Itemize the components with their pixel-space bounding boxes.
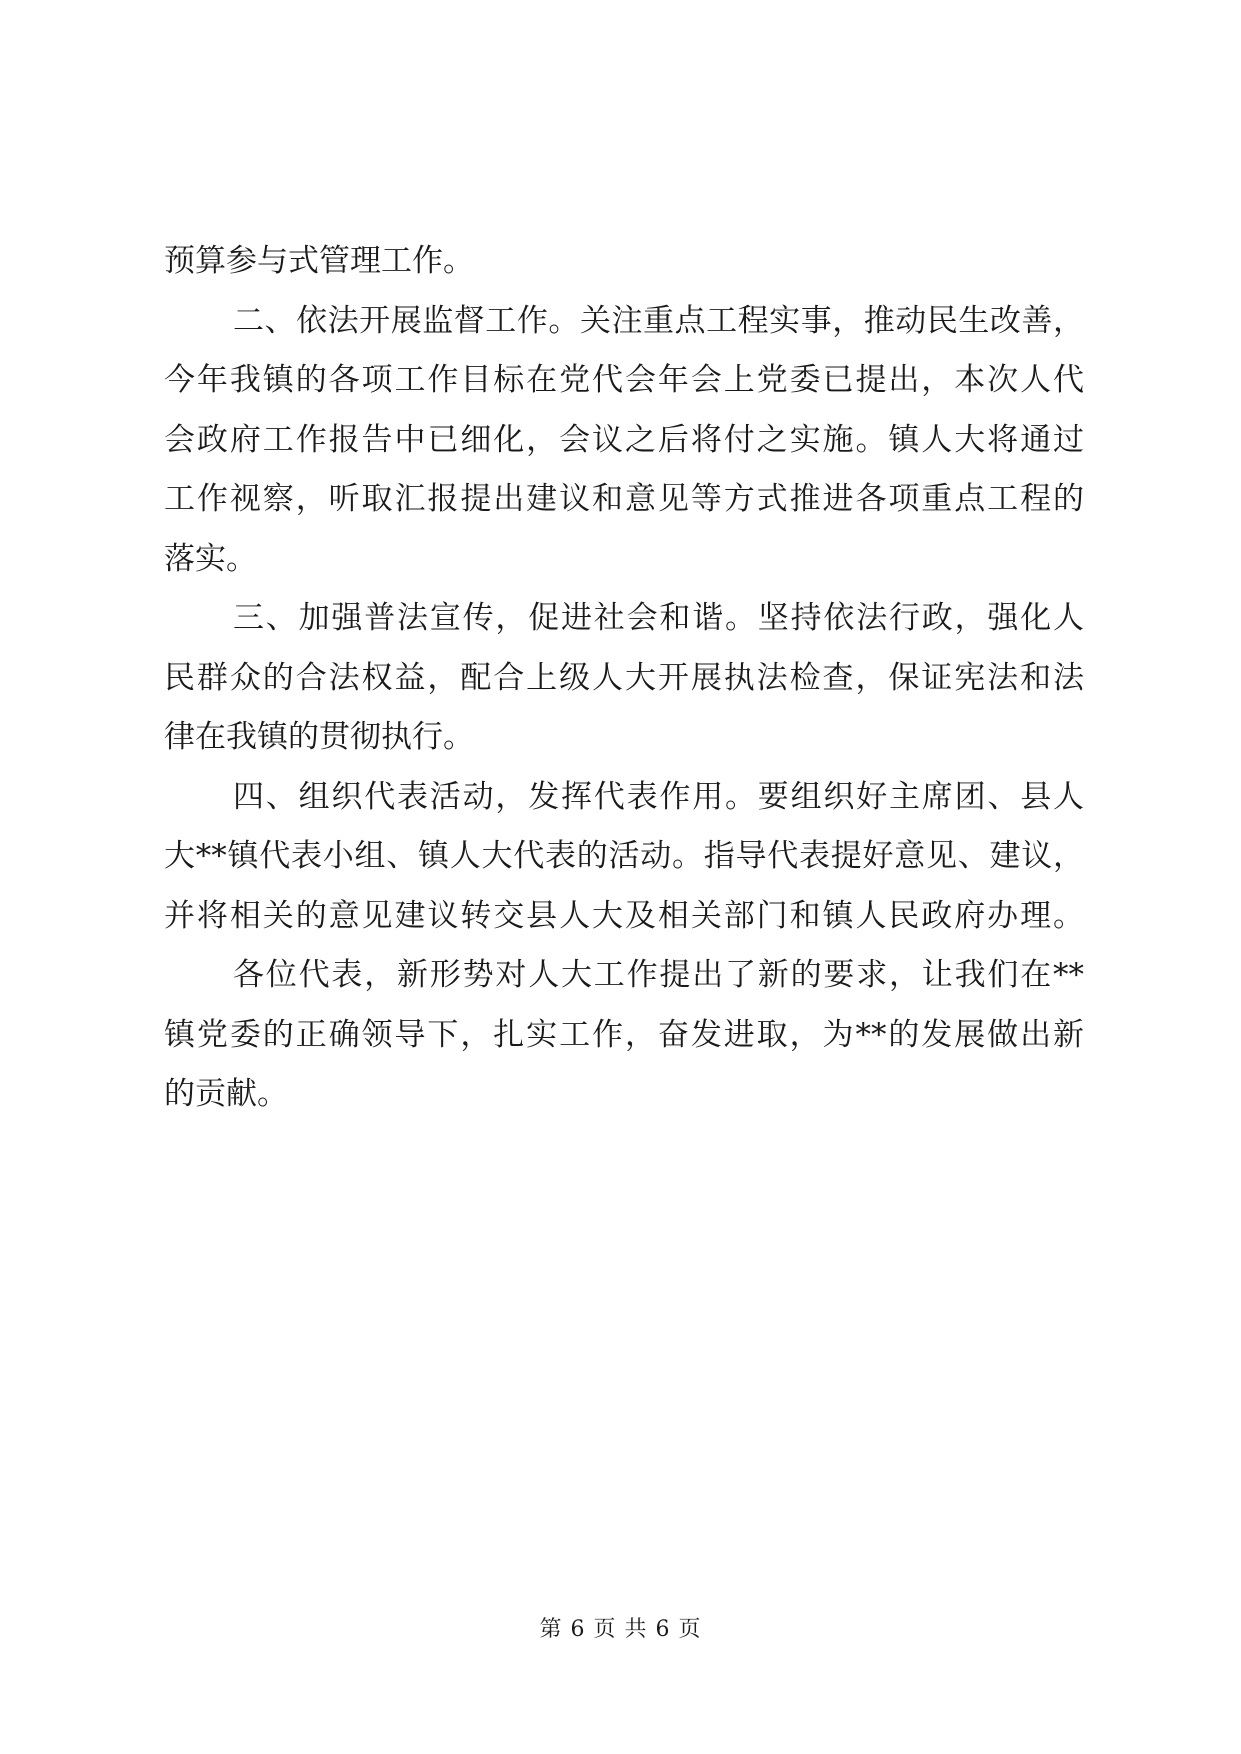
- paragraph-line: 镇党委的正确领导下，扎实工作，奋发进取，为**的发展做出新: [164, 1016, 1084, 1053]
- paragraph-4: [164, 768, 1084, 947]
- paragraph-line: 预算参与式管理工作。: [164, 243, 474, 279]
- paragraph-line: 工作视察，听取汇报提出建议和意见等方式推进各项重点工程的: [164, 481, 1084, 517]
- paragraph-3: [164, 589, 1084, 768]
- paragraph-line: 大**镇代表小组、镇人大代表的活动。指导代表提好意见、建议，: [164, 838, 1084, 874]
- document-body: [164, 232, 1084, 1125]
- paragraph-line: 今年我镇的各项工作目标在党代会年会上党委已提出，本次人代: [164, 362, 1084, 398]
- paragraph-line: 的贡献。: [164, 1076, 288, 1112]
- paragraph-line: 三、加强普法宣传，促进社会和谐。坚持依法行政，强化人: [233, 600, 1084, 636]
- paragraph-line: 会政府工作报告中已细化，会议之后将付之实施。镇人大将通过: [164, 421, 1084, 458]
- paragraph-line: 四、组织代表活动，发挥代表作用。要组织好主席团、县人: [233, 778, 1084, 815]
- paragraph-line: 落实。: [164, 540, 257, 577]
- paragraph-5: [164, 946, 1084, 1125]
- paragraph-line: 二、依法开展监督工作。关注重点工程实事，推动民生改善，: [233, 302, 1084, 339]
- paragraph-line: 民群众的合法权益，配合上级人大开展执法检查，保证宪法和法: [164, 659, 1084, 696]
- paragraph-1: [164, 232, 1084, 292]
- paragraph-line: 并将相关的意见建议转交县人大及相关部门和镇人民政府办理。: [164, 897, 1084, 934]
- paragraph-line: 各位代表，新形势对人大工作提出了新的要求，让我们在**: [233, 957, 1084, 993]
- page-number-footer: 第 6 页 共 6 页: [539, 1617, 702, 1642]
- paragraph-2: [164, 292, 1084, 590]
- paragraph-line: 律在我镇的贯彻执行。: [164, 719, 474, 755]
